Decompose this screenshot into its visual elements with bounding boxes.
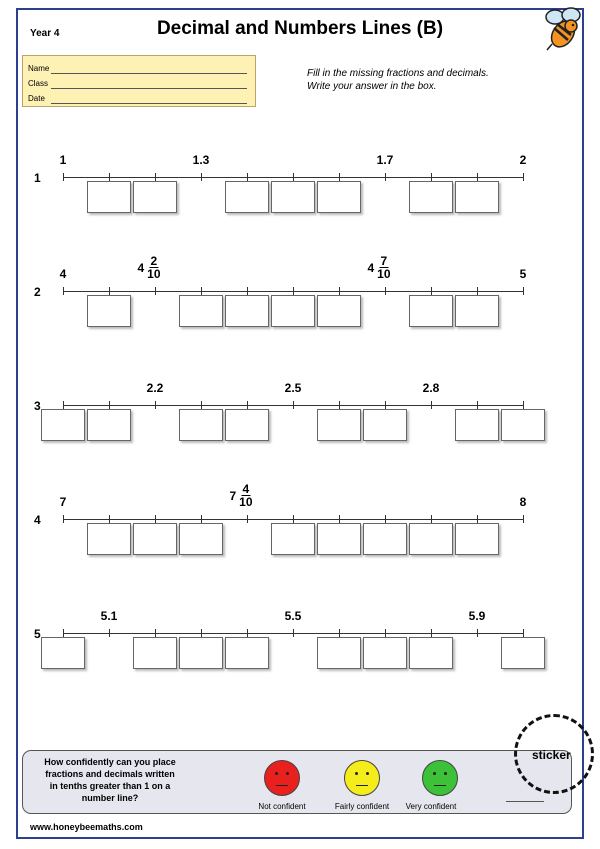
number-line-tick: [477, 401, 478, 409]
answer-box[interactable]: [317, 181, 361, 213]
number-line-tick: [109, 401, 110, 409]
fraction-numerator: 4: [242, 482, 250, 496]
answer-box[interactable]: [87, 523, 131, 555]
number-line-tick: [293, 287, 294, 295]
number-line-tick: [385, 173, 386, 181]
sticker-label: sticker: [532, 748, 571, 762]
number-line-tick: [523, 287, 524, 295]
answer-box[interactable]: [271, 523, 315, 555]
number-line-tick: [431, 629, 432, 637]
number-line-tick: [201, 629, 202, 637]
number-line-tick: [477, 287, 478, 295]
number-line-tick: [477, 629, 478, 637]
answer-box[interactable]: [225, 295, 269, 327]
number-line-label: 4: [59, 267, 67, 281]
number-line-tick: [293, 629, 294, 637]
fairly-confident-face-icon[interactable]: [344, 760, 380, 796]
number-line-label: 5.5: [284, 609, 302, 623]
number-line-tick: [63, 287, 64, 295]
number-line-tick: [339, 401, 340, 409]
answer-box[interactable]: [317, 637, 361, 669]
answer-box[interactable]: [409, 523, 453, 555]
number-line-tick: [385, 515, 386, 523]
number-line-label: 5.9: [468, 609, 486, 623]
number-line-tick: [431, 173, 432, 181]
answer-box[interactable]: [133, 181, 177, 213]
answer-box[interactable]: [87, 409, 131, 441]
not-confident-label: Not confident: [258, 802, 306, 811]
very-confident-label: Very confident: [405, 802, 457, 811]
number-line-tick: [431, 287, 432, 295]
answer-box[interactable]: [501, 409, 545, 441]
number-line-tick: [293, 173, 294, 181]
number-line-tick: [247, 287, 248, 295]
answer-box[interactable]: [409, 637, 453, 669]
answer-box[interactable]: [133, 637, 177, 669]
number-line-tick: [339, 287, 340, 295]
student-details-box: [22, 55, 256, 107]
name-field[interactable]: [51, 73, 247, 74]
name-label: Name: [28, 64, 50, 73]
answer-box[interactable]: [225, 181, 269, 213]
number-line-tick: [155, 629, 156, 637]
number-line-label: 5.1: [100, 609, 118, 623]
number-line-tick: [339, 515, 340, 523]
fraction-denominator: 10: [147, 267, 161, 281]
answer-box[interactable]: [225, 409, 269, 441]
number-line-tick: [247, 629, 248, 637]
question-number: 5: [34, 627, 41, 641]
date-field[interactable]: [51, 103, 247, 104]
fraction: [377, 255, 390, 280]
number-line-tick: [109, 287, 110, 295]
number-line-label: 1: [59, 153, 67, 167]
question-number: 3: [34, 399, 41, 413]
number-line-label: 1.7: [376, 153, 394, 167]
mixed-number-label: [229, 483, 252, 508]
number-line-tick: [63, 629, 64, 637]
number-line-label: 8: [519, 495, 527, 509]
answer-box[interactable]: [409, 181, 453, 213]
number-line-label: 7: [59, 495, 67, 509]
question-number: 2: [34, 285, 41, 299]
answer-box[interactable]: [455, 523, 499, 555]
instruction-line-1: Fill in the missing fractions and decimals.: [307, 68, 489, 79]
number-line-tick: [247, 515, 248, 523]
number-line-tick: [477, 173, 478, 181]
answer-box[interactable]: [317, 409, 361, 441]
mixed-number-label: [137, 255, 160, 280]
number-line-label: 1.3: [192, 153, 210, 167]
number-line-tick: [63, 401, 64, 409]
answer-box[interactable]: [225, 637, 269, 669]
year-label: Year 4: [30, 28, 60, 39]
answer-box[interactable]: [363, 523, 407, 555]
class-label: Class: [28, 79, 49, 88]
answer-box[interactable]: [179, 523, 223, 555]
very-confident-face-icon[interactable]: [422, 760, 458, 796]
number-line-tick: [247, 401, 248, 409]
instructions: [307, 67, 489, 93]
not-confident-face-icon[interactable]: [264, 760, 300, 796]
fraction-numerator: 7: [380, 254, 388, 268]
answer-box[interactable]: [179, 637, 223, 669]
number-line-tick: [201, 515, 202, 523]
question-number: 4: [34, 513, 41, 527]
answer-box[interactable]: [455, 181, 499, 213]
number-line-tick: [155, 401, 156, 409]
bee-logo-icon: [538, 4, 588, 54]
mixed-whole: 4: [137, 260, 145, 275]
number-line-tick: [63, 173, 64, 181]
answer-box[interactable]: [455, 295, 499, 327]
fraction-numerator: 2: [150, 254, 158, 268]
answer-box[interactable]: [87, 295, 131, 327]
number-line-tick: [201, 287, 202, 295]
answer-box[interactable]: [317, 523, 361, 555]
number-line-tick: [477, 515, 478, 523]
number-line-tick: [385, 401, 386, 409]
number-line-label: 5: [519, 267, 527, 281]
number-line-tick: [339, 173, 340, 181]
number-line-tick: [155, 173, 156, 181]
mixed-whole: 7: [229, 488, 237, 503]
number-line-tick: [247, 173, 248, 181]
number-line-tick: [385, 629, 386, 637]
answer-box[interactable]: [317, 295, 361, 327]
fraction: [147, 255, 160, 280]
fraction-denominator: 10: [377, 267, 391, 281]
class-field[interactable]: [51, 88, 247, 89]
mixed-number-label: [367, 255, 390, 280]
number-line-tick: [523, 515, 524, 523]
answer-box[interactable]: [179, 295, 223, 327]
answer-box[interactable]: [455, 409, 499, 441]
number-line-tick: [431, 515, 432, 523]
confidence-question: How confidently can you place fractions and decimals written in tenths greater than 1 on a number line?: [44, 757, 176, 803]
question-number: 1: [34, 171, 41, 185]
number-line-label: 2.5: [284, 381, 302, 395]
number-line-tick: [523, 401, 524, 409]
answer-box[interactable]: [271, 295, 315, 327]
fairly-confident-label: Fairly confident: [334, 802, 390, 811]
number-line-tick: [293, 401, 294, 409]
answer-box[interactable]: [363, 409, 407, 441]
instruction-line-2: Write your answer in the box.: [307, 81, 437, 92]
number-line-label: 2.2: [146, 381, 164, 395]
answer-box[interactable]: [363, 637, 407, 669]
answer-box[interactable]: [41, 409, 85, 441]
number-line-tick: [155, 287, 156, 295]
fraction: [239, 483, 252, 508]
answer-box[interactable]: [501, 637, 545, 669]
number-line-label: 2.8: [422, 381, 440, 395]
website-url: www.honeybeemaths.com: [30, 822, 143, 832]
answer-box[interactable]: [271, 181, 315, 213]
number-line-tick: [109, 629, 110, 637]
mixed-whole: 4: [367, 260, 375, 275]
number-line-tick: [431, 401, 432, 409]
number-line-tick: [109, 173, 110, 181]
date-label: Date: [28, 94, 45, 103]
number-line-tick: [523, 629, 524, 637]
number-line-tick: [155, 515, 156, 523]
fraction-denominator: 10: [239, 495, 253, 509]
number-line-tick: [63, 515, 64, 523]
sticker-line: [506, 801, 544, 802]
worksheet-title: Decimal and Numbers Lines (B): [156, 18, 444, 39]
answer-box[interactable]: [409, 295, 453, 327]
number-line-tick: [293, 515, 294, 523]
number-line-tick: [201, 173, 202, 181]
number-line-label: 2: [519, 153, 527, 167]
answer-box[interactable]: [179, 409, 223, 441]
number-line-tick: [109, 515, 110, 523]
number-line-tick: [339, 629, 340, 637]
answer-box[interactable]: [133, 523, 177, 555]
number-line-tick: [523, 173, 524, 181]
answer-box[interactable]: [87, 181, 131, 213]
number-line-tick: [201, 401, 202, 409]
answer-box[interactable]: [41, 637, 85, 669]
number-line-tick: [385, 287, 386, 295]
